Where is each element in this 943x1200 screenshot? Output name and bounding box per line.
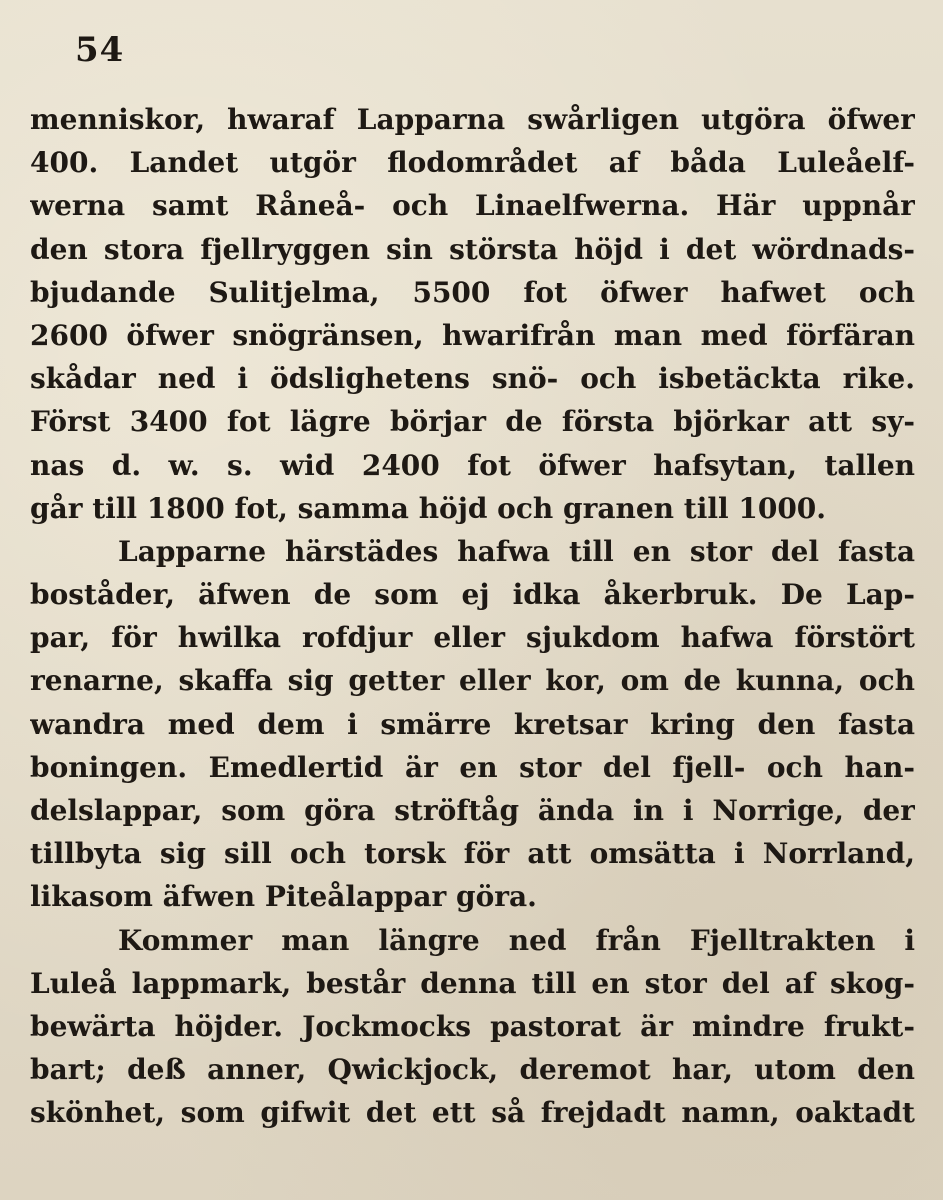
text-line: delslappar, som göra ströftåg ända in i Norrige, der	[30, 794, 915, 827]
text-line: Först 3400 fot lägre börjar de första björkar att sy-	[30, 405, 915, 439]
text-line: bjudande Sulitjelma, 5500 fot öfwer hafwet och	[30, 275, 915, 309]
text-line: Lapparne härstädes hafwa till en stor del fasta	[118, 534, 915, 568]
text-line: bewärta höjder. Jockmocks pastorat är mindre frukt-	[30, 1009, 915, 1043]
text-line: tillbyta sig sill och torsk för att omsätta i Norrland,	[30, 837, 915, 871]
text-line: skådar ned i ödslighetens snö- och isbetäckta rike.	[30, 362, 915, 396]
text-line: nas d. w. s. wid 2400 fot öfwer hafsytan, tallen	[30, 448, 915, 482]
text-line: par, för hwilka rofdjur eller sjukdom hafwa förstört	[30, 621, 915, 655]
text-line: Kommer man längre ned från Fjelltrakten i	[118, 923, 915, 957]
text-line: 400. Landet utgör flodområdet af båda Luleåelf-	[30, 146, 915, 180]
text-line: wandra med dem i smärre kretsar kring den fasta	[30, 707, 915, 741]
page-number: 54	[75, 30, 125, 70]
text-line: skönhet, som gifwit det ett så frejdadt namn, oaktadt	[30, 1096, 915, 1130]
text-line: går till 1800 fot, samma höjd och granen till 1000.	[30, 491, 827, 525]
text-line: renarne, skaffa sig getter eller kor, om de kunna, och	[30, 664, 915, 698]
text-line: 2600 öfwer snögränsen, hwarifrån man med förfäran	[30, 318, 915, 352]
text-line: menniskor, hwaraf Lapparna swårligen utgöra öfwer	[30, 103, 915, 136]
body-text	[30, 98, 915, 1135]
text-line: Luleå lappmark, består denna till en stor del af skog-	[30, 966, 915, 1000]
text-line: boståder, äfwen de som ej idka åkerbruk. De Lap-	[30, 578, 915, 612]
text-line: werna samt Råneå- och Linaelfwerna. Här uppnår	[30, 189, 915, 223]
text-line: den stora fjellryggen sin största höjd i det wördnads-	[30, 232, 915, 266]
text-line: bart; deß anner, Qwickjock, deremot har, utom den	[30, 1053, 915, 1087]
text-line: boningen. Emedlertid är en stor del fjell- och han-	[30, 750, 915, 784]
text-line: likasom äfwen Piteålappar göra.	[30, 880, 537, 914]
